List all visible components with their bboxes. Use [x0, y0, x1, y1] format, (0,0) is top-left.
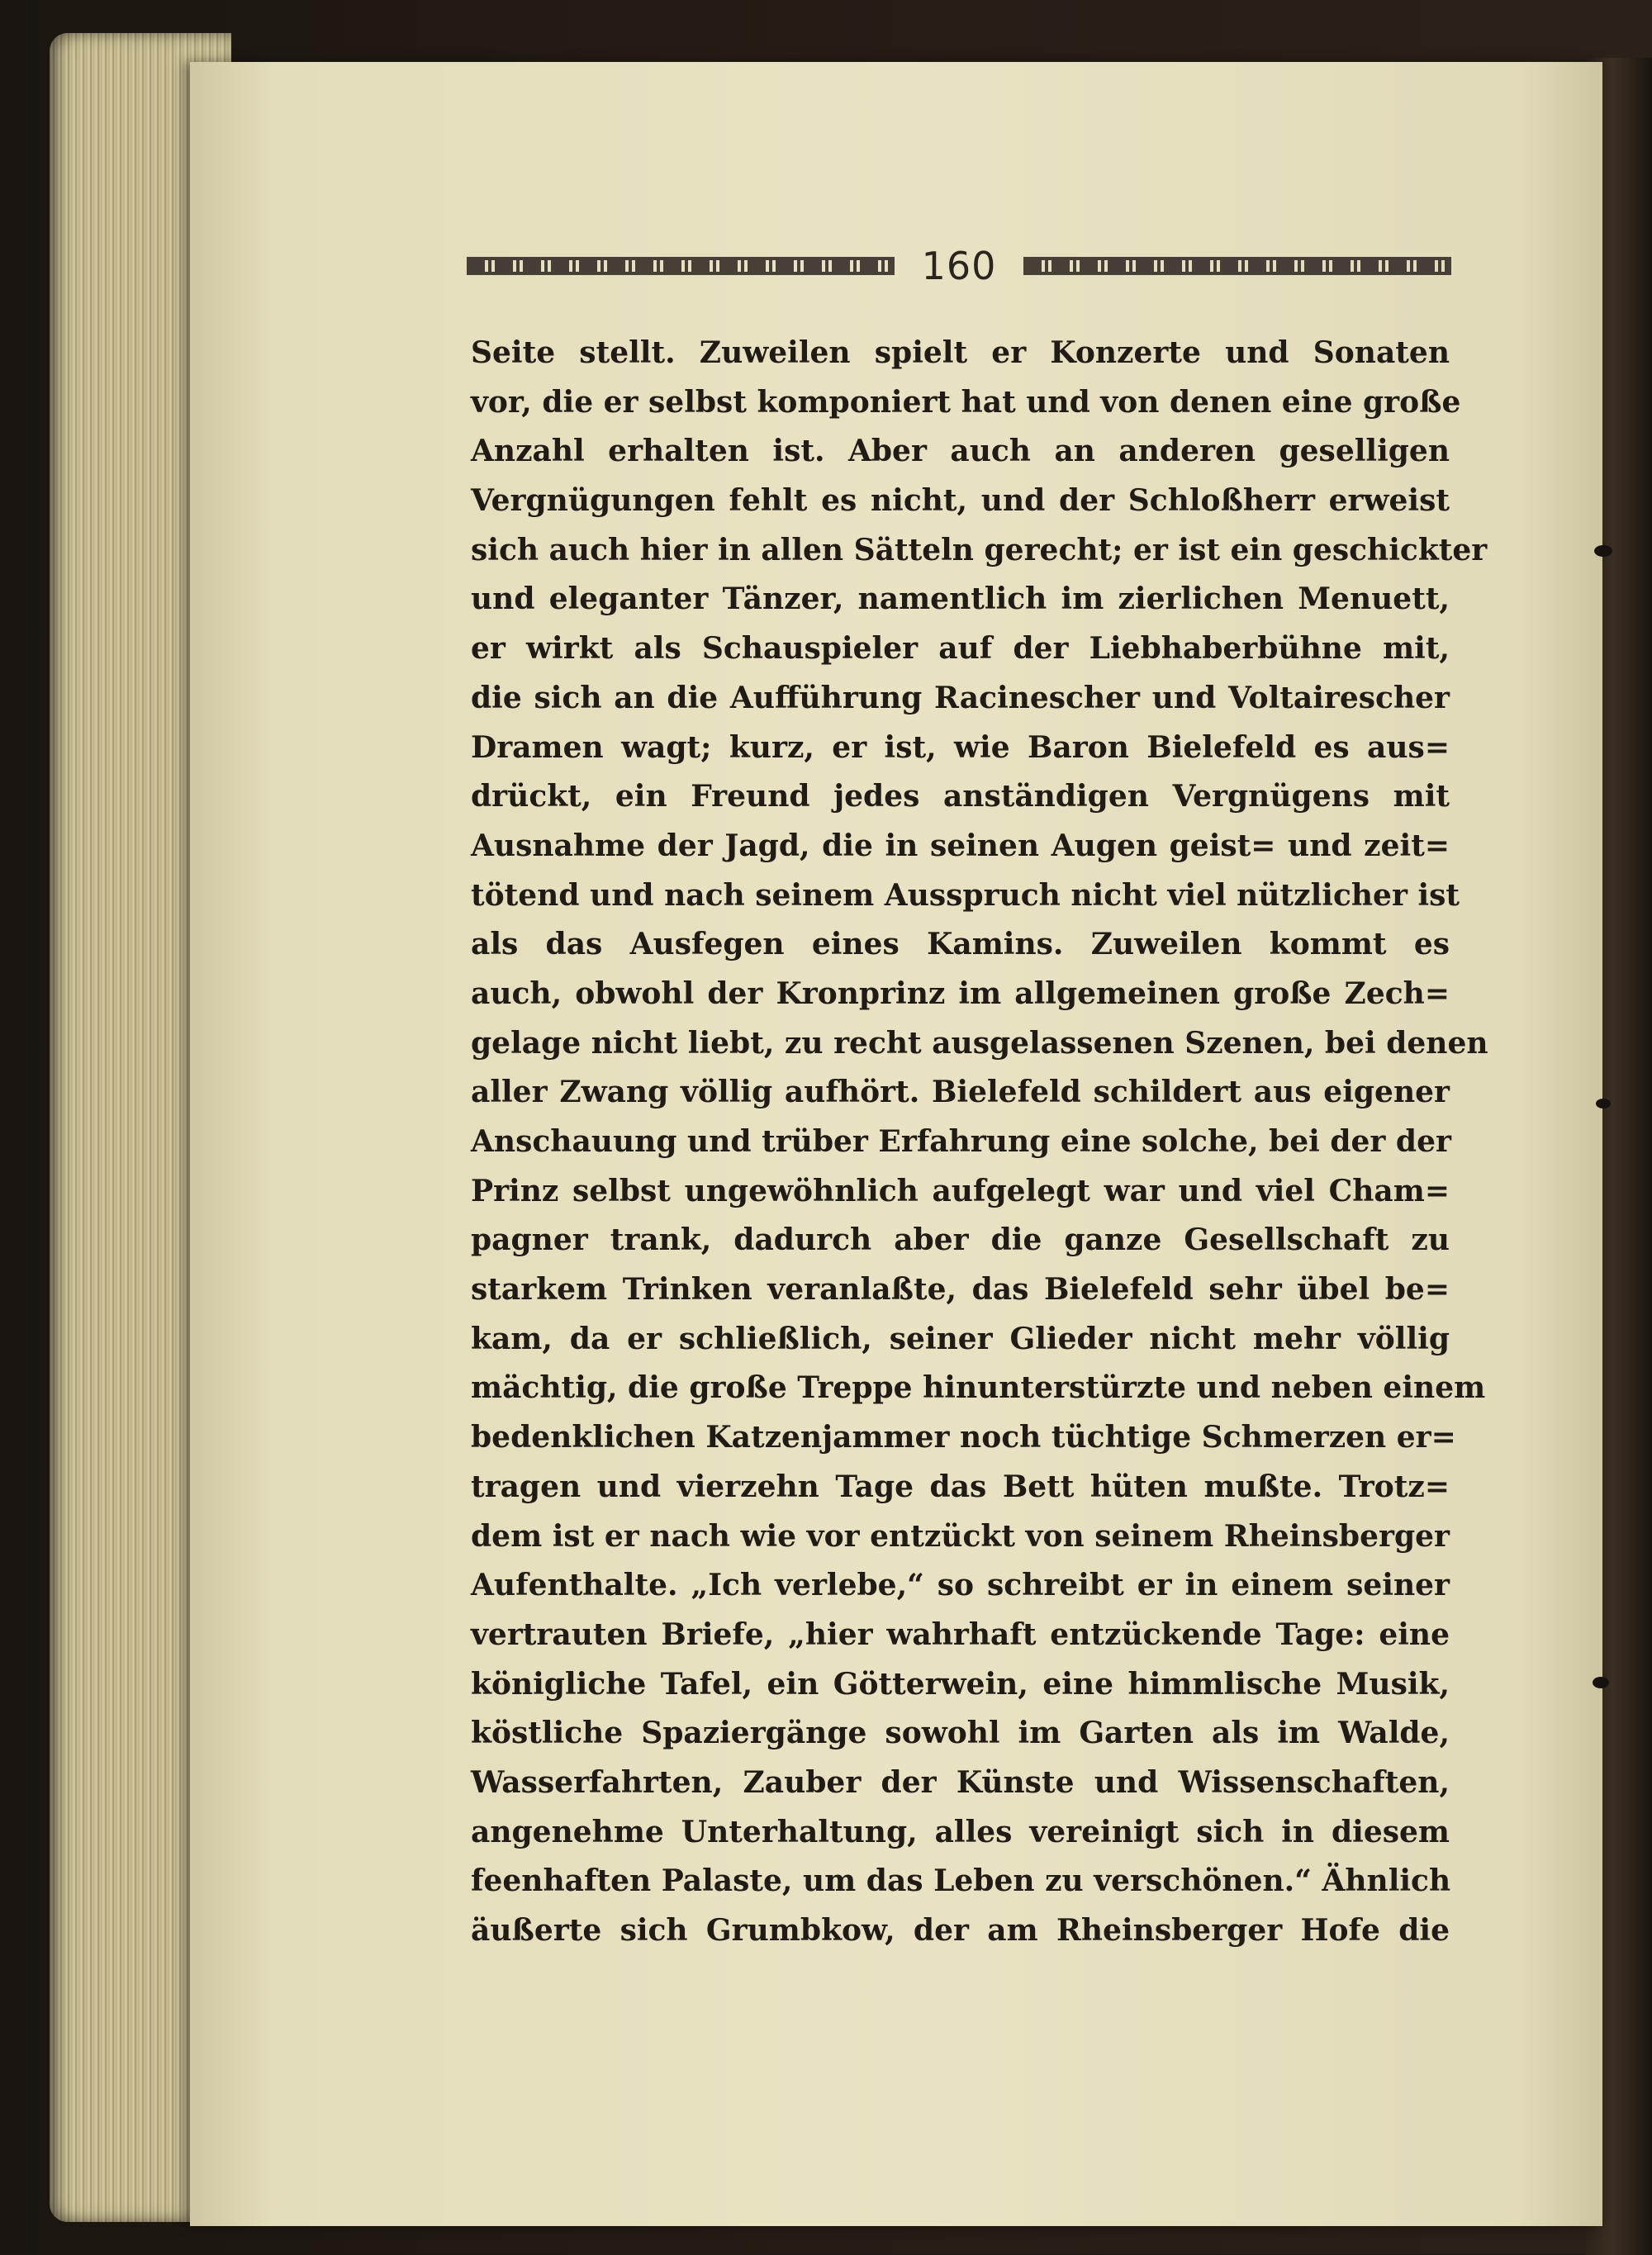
page-speck — [1593, 1677, 1609, 1688]
page-header — [467, 241, 1451, 291]
text-line: Wasserfahrten, Zauber der Künste und Wissenschaften, — [471, 1764, 1450, 1800]
body-text — [471, 329, 1488, 1956]
page-speck — [1596, 1099, 1611, 1109]
text-line: Prinz selbst ungewöhnlich aufgelegt war und viel Cham= — [471, 1173, 1450, 1208]
text-line: mächtig, die große Treppe hinunterstürzte und neben einem — [471, 1370, 1486, 1406]
text-line: als das Ausfegen eines Kamins. Zuweilen kommt es — [471, 927, 1450, 962]
text-line: bedenklichen Katzenjammer noch tüchtige Schmerzen er= — [471, 1420, 1456, 1455]
text-line: äußerte sich Grumbkow, der am Rheinsberger Hofe die — [471, 1913, 1450, 1948]
text-line: Anzahl erhalten ist. Aber auch an anderen geselligen — [471, 434, 1450, 469]
text-line: königliche Tafel, ein Götterwein, eine himmlische Musik, — [471, 1666, 1450, 1702]
text-line: und eleganter Tänzer, namentlich im zierlichen Menuett, — [471, 582, 1450, 617]
text-line: vertrauten Briefe, „hier wahrhaft entzückende Tage: eine — [471, 1616, 1450, 1652]
page-speck — [1594, 545, 1612, 557]
text-line: aller Zwang völlig aufhört. Bielefeld schildert aus eigener — [471, 1075, 1450, 1110]
text-line: angenehme Unterhaltung, alles vereinigt sich in diesem — [471, 1814, 1450, 1849]
page-number: 160 — [921, 244, 997, 288]
text-line: Aufenthalte. „Ich verlebe,“ so schreibt er in einem seiner — [471, 1568, 1450, 1603]
text-line: Vergnügungen fehlt es nicht, und der Schloßherr erweist — [471, 483, 1450, 519]
text-line: pagner trank, dadurch aber die ganze Gesellschaft zu — [471, 1222, 1450, 1258]
text-line: Seite stellt. Zuweilen spielt er Konzerte und Sonaten — [471, 335, 1450, 370]
header-ornament-right — [1023, 257, 1451, 275]
text-line: tragen und vierzehn Tage das Bett hüten mußte. Trotz= — [471, 1469, 1450, 1504]
text-line: die sich an die Aufführung Racinescher und Voltairescher — [471, 680, 1450, 715]
text-line: tötend und nach seinem Ausspruch nicht viel nützlicher ist — [471, 877, 1460, 913]
text-line: drückt, ein Freund jedes anständigen Vergnügens mit — [471, 779, 1450, 814]
text-line: kam, da er schließlich, seiner Glieder nicht mehr völlig — [471, 1321, 1450, 1356]
text-line: er wirkt als Schauspieler auf der Liebhaberbühne mit, — [471, 631, 1450, 667]
text-line: Anschauung und trüber Erfahrung eine solche, bei der der — [471, 1124, 1451, 1159]
text-line: starkem Trinken veranlaßte, das Bielefeld sehr übel be= — [471, 1272, 1450, 1308]
text-line: gelage nicht liebt, zu recht ausgelassenen Szenen, bei denen — [471, 1025, 1488, 1061]
text-line: vor, die er selbst komponiert hat und von denen eine große — [471, 384, 1461, 420]
text-line: köstliche Spaziergänge sowohl im Garten als im Walde, — [471, 1716, 1450, 1751]
text-line: dem ist er nach wie vor entzückt von seinem Rheinsberger — [471, 1518, 1450, 1554]
text-line: auch, obwohl der Kronprinz im allgemeinen große Zech= — [471, 976, 1450, 1011]
text-line: sich auch hier in allen Sätteln gerecht; er ist ein geschickter — [471, 532, 1488, 567]
text-line: Dramen wagt; kurz, er ist, wie Baron Bielefeld es aus= — [471, 729, 1450, 765]
text-line: Ausnahme der Jagd, die in seinen Augen geist= und zeit= — [471, 828, 1450, 863]
header-ornament-left — [467, 257, 895, 275]
text-line: feenhaften Palaste, um das Leben zu verschönen.“ Ähnlich — [471, 1863, 1451, 1899]
